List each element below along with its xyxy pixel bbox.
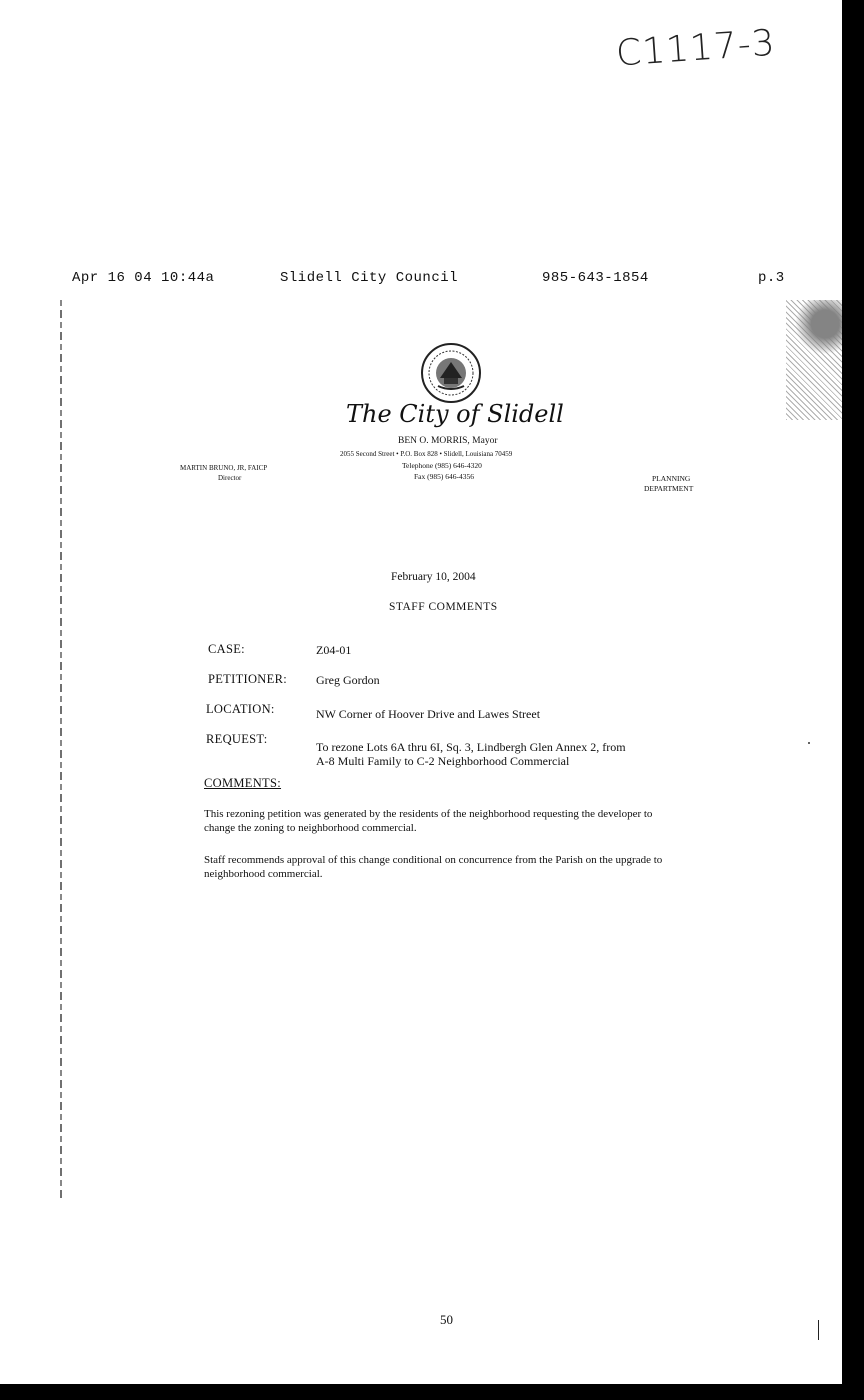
field-value-petitioner: Greg Gordon (316, 673, 380, 687)
field-value-case: Z04-01 (316, 643, 352, 657)
field-label-case: CASE: (208, 642, 245, 656)
director-name: MARTIN BRUNO, JR, FAICP (180, 464, 268, 472)
fax-sender: Slidell City Council (280, 270, 459, 286)
comment-paragraph-2: Staff recommends approval of this change conditional on concurrence from the Parish on the upgrade to neighborhood commercial. (204, 854, 663, 880)
mayor-name: BEN O. MORRIS, Mayor (398, 436, 498, 446)
letterhead-address: 2055 Second Street • P.O. Box 828 • Slidell, Louisiana 70459 (340, 450, 513, 458)
fax-datetime: Apr 16 04 10:44a (72, 270, 215, 286)
letterhead-fax: Fax (985) 646-4356 (414, 472, 474, 481)
scan-noise-artifact (786, 300, 842, 420)
field-value-request-line-1: To rezone Lots 6A thru 6I, Sq. 3, Lindbergh Glen Annex 2, from (316, 740, 626, 754)
comments-heading: COMMENTS: (204, 776, 282, 790)
fax-phone: 985-643-1854 (542, 270, 649, 286)
document-heading: STAFF COMMENTS (389, 601, 498, 613)
department-line-2: DEPARTMENT (644, 484, 694, 493)
comment-paragraph-1: This rezoning petition was generated by the residents of the neighborhood requesting the developer to change the zoning to neighborhood commercial. (204, 808, 653, 834)
director-title: Director (218, 474, 242, 482)
scan-edge-artifact (60, 300, 62, 1200)
field-label-petitioner: PETITIONER: (208, 672, 287, 686)
document-date: February 10, 2004 (391, 571, 476, 583)
letterhead-telephone: Telephone (985) 646-4320 (402, 461, 482, 470)
page-number: 50 (440, 1312, 453, 1327)
city-seal-icon (420, 342, 482, 404)
field-value-request-line-2: A-8 Multi Family to C-2 Neighborhood Commercial (316, 754, 570, 768)
field-label-request: REQUEST: (206, 732, 268, 746)
handwritten-note: C1117-3 (614, 22, 777, 75)
fax-page: p.3 (758, 270, 785, 286)
field-label-location: LOCATION: (206, 702, 275, 716)
field-value-location: NW Corner of Hoover Drive and Lawes Street (316, 707, 541, 721)
department-line-1: PLANNING (652, 474, 691, 483)
scan-edge-mark (818, 1320, 819, 1340)
scan-speck (808, 742, 810, 744)
city-name-script: The City of Slidell (346, 400, 564, 428)
